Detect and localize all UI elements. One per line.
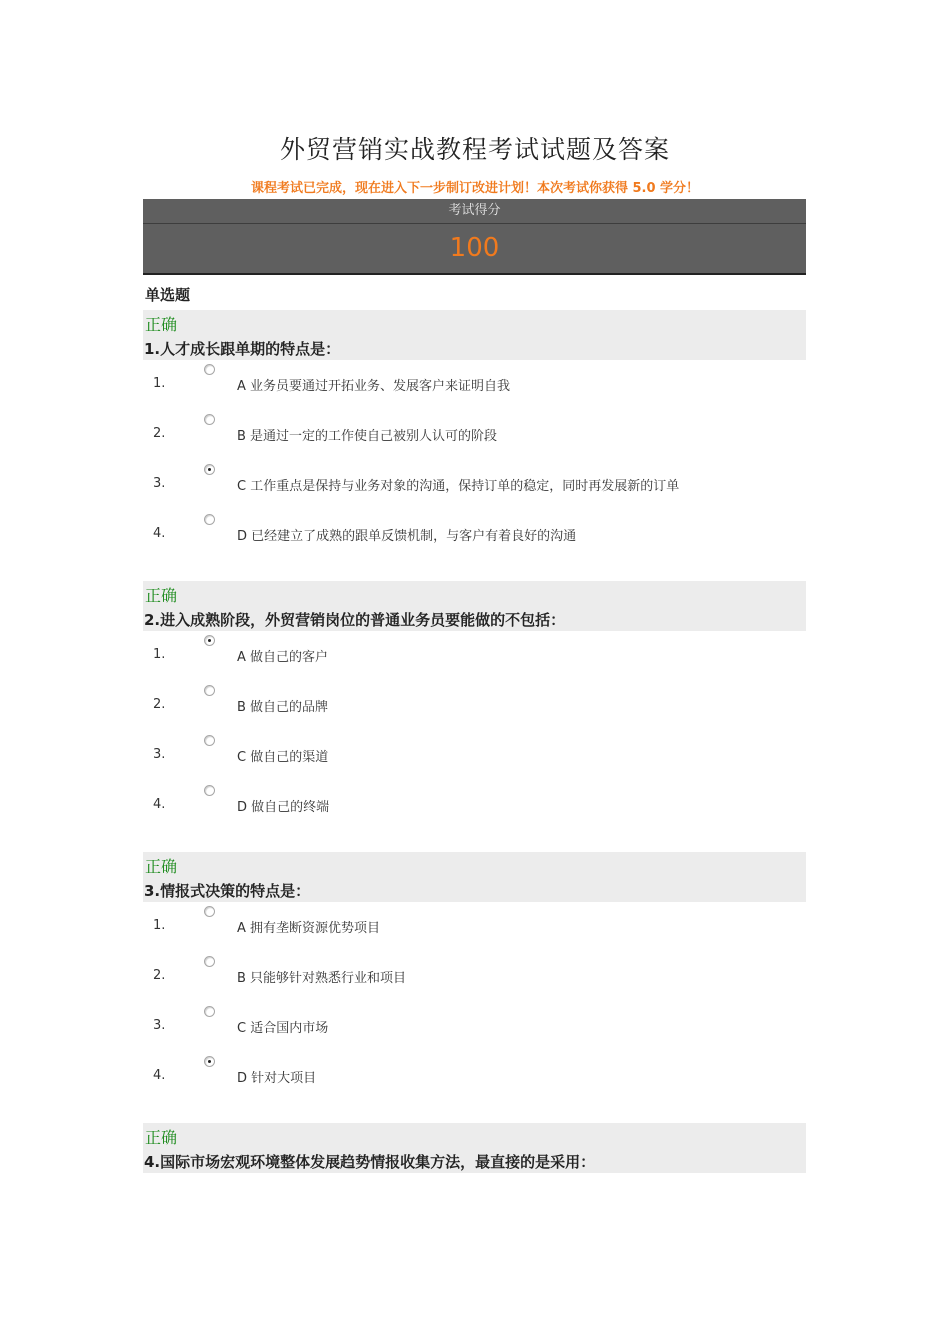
question-text: 2.进入成熟阶段，外贸营销岗位的普通业务员要能做的不包括： (144, 611, 566, 629)
question-item (143, 581, 806, 831)
option-list (143, 902, 806, 1102)
question-item (143, 1123, 806, 1173)
question-header (143, 310, 806, 360)
option-number: 4. (153, 797, 166, 812)
answer-status: 正确 (145, 315, 178, 334)
radio-button-selected[interactable] (204, 1056, 215, 1067)
question-item (143, 852, 806, 1102)
option-text: C 做自己的渠道 (237, 750, 329, 765)
radio-button-selected[interactable] (204, 635, 215, 646)
option-text: B 是通过一定的工作使自己被别人认可的阶段 (237, 429, 498, 444)
answer-status: 正确 (145, 1128, 178, 1147)
option-row[interactable] (143, 681, 806, 731)
radio-button[interactable] (204, 785, 215, 796)
option-list (143, 631, 806, 831)
option-text: A 做自己的客户 (237, 650, 329, 665)
option-number: 2. (153, 968, 166, 983)
option-text: A 业务员要通过开拓业务、发展客户来证明自我 (237, 379, 511, 394)
option-row[interactable] (143, 902, 806, 952)
question-text: 4.国际市场宏观环境整体发展趋势情报收集方法，最直接的是采用： (144, 1153, 596, 1171)
option-text: D 做自己的终端 (237, 800, 330, 815)
question-text: 3.情报式决策的特点是： (144, 882, 311, 900)
option-row[interactable] (143, 731, 806, 781)
score-label: 考试得分 (143, 199, 806, 224)
answer-status: 正确 (145, 586, 178, 605)
radio-button[interactable] (204, 735, 215, 746)
radio-button[interactable] (204, 906, 215, 917)
option-number: 3. (153, 1018, 166, 1033)
option-row[interactable] (143, 631, 806, 681)
option-number: 4. (153, 1068, 166, 1083)
option-row[interactable] (143, 1052, 806, 1102)
option-row[interactable] (143, 410, 806, 460)
option-number: 4. (153, 526, 166, 541)
question-header (143, 581, 806, 631)
question-header (143, 1123, 806, 1173)
option-row[interactable] (143, 510, 806, 560)
option-row[interactable] (143, 360, 806, 410)
option-number: 3. (153, 747, 166, 762)
option-text: C 适合国内市场 (237, 1021, 329, 1036)
option-number: 2. (153, 426, 166, 441)
section-title: 单选题 (145, 286, 191, 304)
completion-message: 课程考试已完成，现在进入下一步制订改进计划！本次考试你获得 5.0 学分！ (250, 181, 700, 196)
page-title: 外贸营销实战教程考试试题及答案 (279, 135, 670, 164)
option-list (143, 360, 806, 560)
option-number: 1. (153, 647, 166, 662)
question-header (143, 852, 806, 902)
option-text: B 只能够针对熟悉行业和项目 (237, 971, 407, 986)
option-row[interactable] (143, 952, 806, 1002)
radio-button-selected[interactable] (204, 464, 215, 475)
radio-button[interactable] (204, 364, 215, 375)
option-row[interactable] (143, 781, 806, 831)
option-text: A 拥有垄断资源优势项目 (237, 921, 381, 936)
option-number: 3. (153, 476, 166, 491)
answer-status: 正确 (145, 857, 178, 876)
score-value: 100 (449, 233, 500, 263)
score-panel (143, 199, 806, 275)
radio-button[interactable] (204, 685, 215, 696)
option-row[interactable] (143, 1002, 806, 1052)
option-text: D 已经建立了成熟的跟单反馈机制，与客户有着良好的沟通 (237, 529, 577, 544)
question-text: 1.人才成长跟单期的特点是： (144, 340, 341, 358)
option-number: 1. (153, 376, 166, 391)
option-text: B 做自己的品牌 (237, 700, 329, 715)
question-item (143, 310, 806, 560)
option-number: 1. (153, 918, 166, 933)
option-text: D 针对大项目 (237, 1071, 317, 1086)
option-text: C 工作重点是保持与业务对象的沟通，保持订单的稳定，同时再发展新的订单 (237, 479, 680, 494)
option-row[interactable] (143, 460, 806, 510)
radio-button[interactable] (204, 514, 215, 525)
radio-button[interactable] (204, 414, 215, 425)
option-number: 2. (153, 697, 166, 712)
radio-button[interactable] (204, 956, 215, 967)
radio-button[interactable] (204, 1006, 215, 1017)
